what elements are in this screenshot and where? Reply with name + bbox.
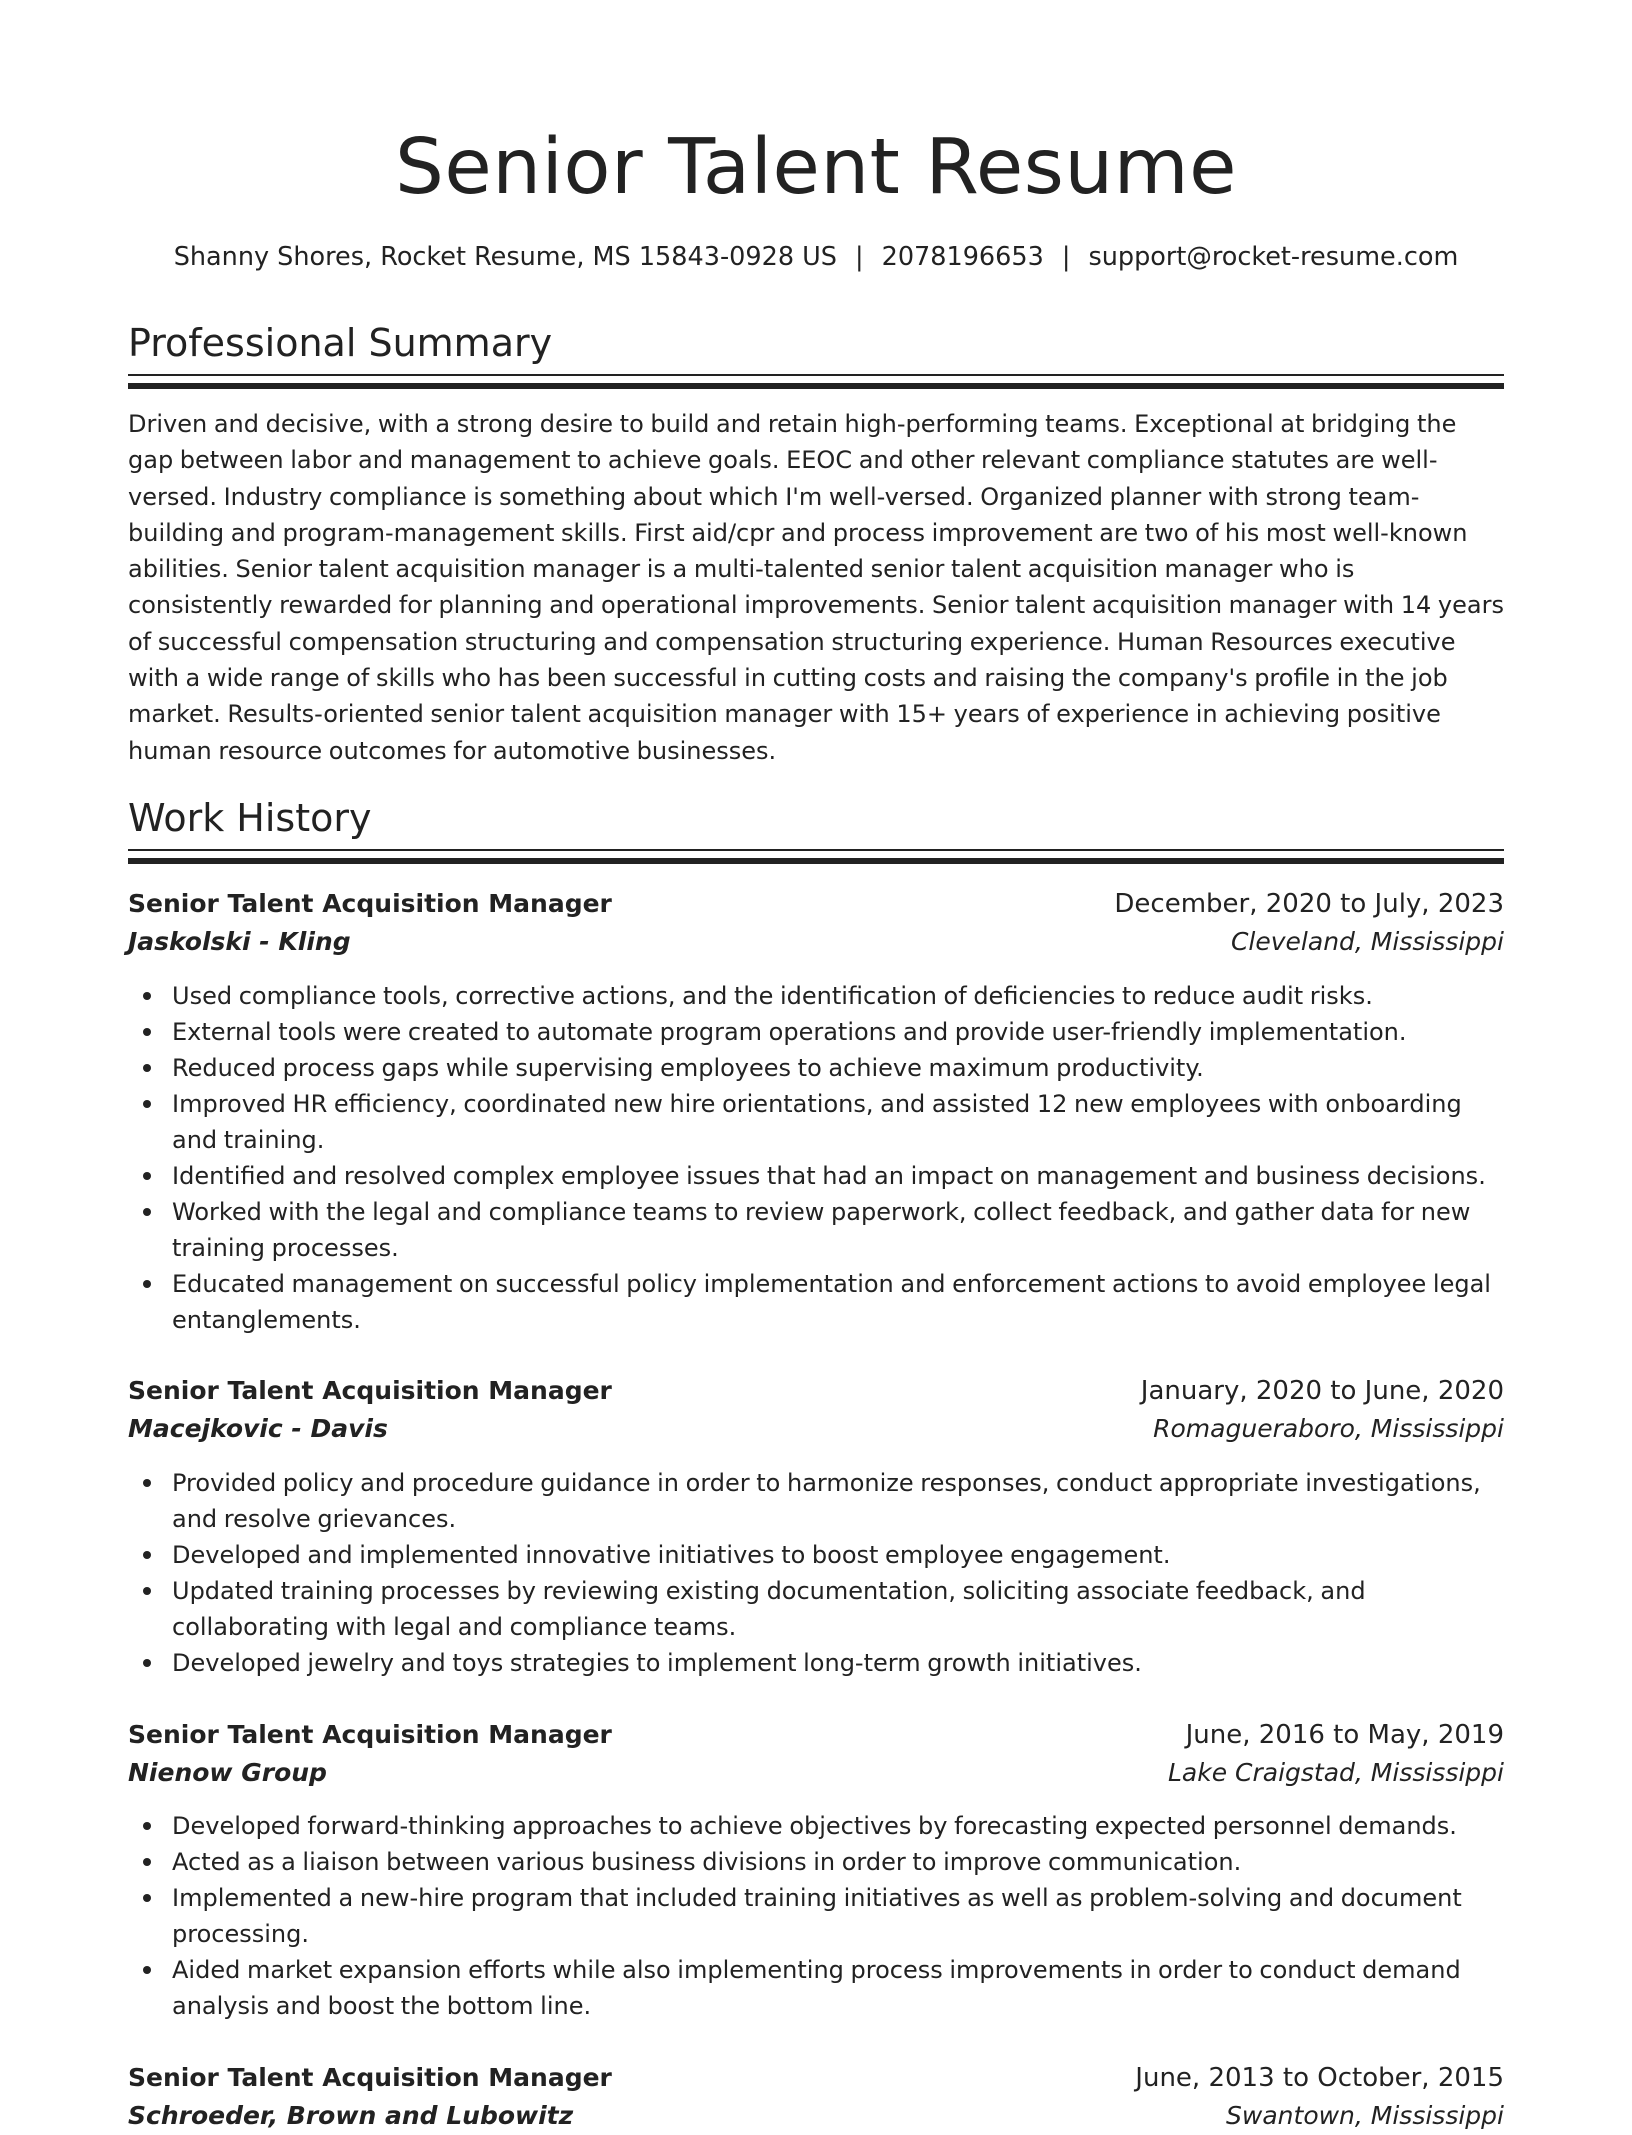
job-header-row (128, 1372, 1504, 1410)
job-company-row (128, 1754, 1504, 1792)
job-company-row (128, 1410, 1504, 1448)
job-company: Macejkovic - Davis (128, 1414, 388, 1443)
job-dates: June, 2016 to May, 2019 (1185, 1720, 1504, 1750)
job-company: Nienow Group (128, 1758, 327, 1787)
job-company: Jaskolski - Kling (128, 927, 351, 956)
job-entry (128, 1716, 1504, 1792)
contact-line (128, 237, 1504, 277)
job-bullet: Developed forward-thinking approaches to achieve objectives by forecasting expected personnel demands. (128, 1808, 1504, 1844)
job-company-row (128, 923, 1504, 961)
job-bullet: Provided policy and procedure guidance in order to harmonize responses, conduct appropriate investigations, and resolve grievances. (128, 1465, 1504, 1537)
job-location: Cleveland, Mississippi (1230, 927, 1504, 956)
job-location: Swantown, Mississippi (1226, 2101, 1504, 2130)
job-bullet: Educated management on successful policy implementation and enforcement actions to avoid employee legal entanglements. (128, 1266, 1504, 1338)
job-entry (128, 885, 1504, 961)
summary-text: Driven and decisive, with a strong desire to build and retain high-performing teams. Exceptional at bridging the gap between labor and management to achieve goals. EEOC and other relevant compliance statutes are well-versed. Industry compliance is something about which I'm well-versed. Organized planner with strong team-building and program-management skills. First aid/cpr and process improvement are two of his most well-known abilities. Senior talent acquisition manager is a multi-talented senior talent acquisition manager who is consistently rewarded for planning and operational improvements. Senior talent acquisition manager with 14 years of successful compensation structuring and compensation structuring experience. Human Resources executive with a wide range of skills who has been successful in cutting costs and raising the company's profile in the job market. Results-oriented senior talent acquisition manager with 15+ years of experience in achieving positive human resource outcomes for automotive businesses. (128, 410, 1504, 765)
job-location: Lake Craigstad, Mississippi (1167, 1758, 1504, 1787)
job-bullet: Acted as a liaison between various business divisions in order to improve communication. (128, 1844, 1504, 1880)
contact-separator: | (855, 242, 864, 272)
job-bullet: Identified and resolved complex employee issues that had an impact on management and business decisions. (128, 1158, 1504, 1194)
contact-phone: 2078196653 (881, 242, 1044, 272)
job-bullet-list (128, 1808, 1504, 2024)
contact-address: Shanny Shores, Rocket Resume, MS 15843-0928 US (173, 242, 837, 272)
job-bullet: Developed jewelry and toys strategies to implement long-term growth initiatives. (128, 1645, 1504, 1681)
summary-divider-thin (128, 374, 1504, 376)
contact-email: support@rocket-resume.com (1088, 242, 1459, 272)
job-dates: June, 2013 to October, 2015 (1135, 2063, 1504, 2093)
job-bullet-list (128, 978, 1504, 1338)
job-entry (128, 1372, 1504, 1448)
job-location: Romagueraboro, Mississippi (1153, 1414, 1504, 1443)
job-bullet: Implemented a new-hire program that included training initiatives as well as problem-solving and document processing. (128, 1880, 1504, 1952)
work-history-divider-thin (128, 849, 1504, 851)
job-company-row (128, 2097, 1504, 2135)
job-dates: January, 2020 to June, 2020 (1140, 1376, 1504, 1406)
job-bullet: Reduced process gaps while supervising employees to achieve maximum productivity. (128, 1050, 1504, 1086)
job-bullet: Improved HR efficiency, coordinated new hire orientations, and assisted 12 new employees with onboarding and training. (128, 1086, 1504, 1158)
job-bullet-list (128, 1465, 1504, 1681)
job-bullet: Used compliance tools, corrective actions, and the identification of deficiencies to reduce audit risks. (128, 978, 1504, 1014)
summary-divider-thick (128, 383, 1504, 389)
contact-separator: | (1061, 242, 1071, 272)
work-history-heading: Work History (128, 796, 372, 840)
job-bullet: External tools were created to automate program operations and provide user-friendly implementation. (128, 1014, 1504, 1050)
summary-section-header (128, 318, 1504, 368)
work-history-divider-thick (128, 858, 1504, 864)
summary-heading: Professional Summary (128, 321, 553, 365)
job-title: Senior Talent Acquisition Manager (128, 889, 612, 918)
job-entry (128, 2059, 1504, 2135)
job-bullet: Worked with the legal and compliance teams to review paperwork, collect feedback, and gather data for new training processes. (128, 1194, 1504, 1266)
job-header-row (128, 2059, 1504, 2097)
job-dates: December, 2020 to July, 2023 (1114, 889, 1504, 919)
job-company: Schroeder, Brown and Lubowitz (128, 2101, 574, 2130)
job-title: Senior Talent Acquisition Manager (128, 2063, 612, 2092)
job-title: Senior Talent Acquisition Manager (128, 1720, 612, 1749)
job-header-row (128, 1716, 1504, 1754)
job-title: Senior Talent Acquisition Manager (128, 1376, 612, 1405)
work-history-section-header (128, 793, 1504, 843)
job-bullet: Updated training processes by reviewing existing documentation, soliciting associate feedback, and collaborating with legal and compliance teams. (128, 1573, 1504, 1645)
job-bullet: Aided market expansion efforts while also implementing process improvements in order to conduct demand analysis and boost the bottom line. (128, 1952, 1504, 2024)
resume-page (128, 0, 1504, 2130)
job-header-row (128, 885, 1504, 923)
resume-title: Senior Talent Resume (394, 123, 1238, 212)
job-bullet: Developed and implemented innovative initiatives to boost employee engagement. (128, 1537, 1504, 1573)
